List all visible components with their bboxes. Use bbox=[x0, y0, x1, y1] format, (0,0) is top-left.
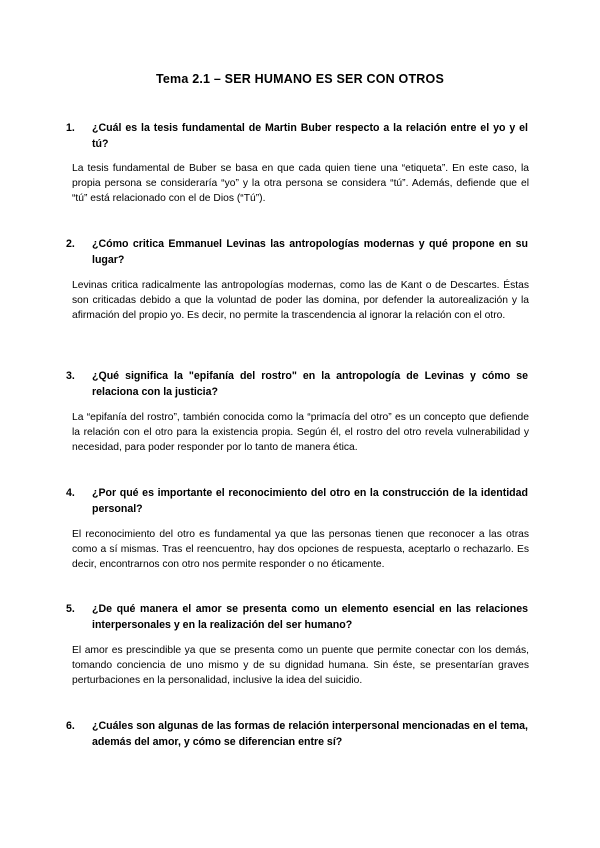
question-number: 3. bbox=[66, 370, 75, 382]
question-3 bbox=[66, 368, 528, 400]
question-text: ¿Cuáles son algunas de las formas de relación interpersonal mencionadas en el tema, además del amor, y cómo se diferencian entre sí? bbox=[92, 720, 528, 748]
document-title: Tema 2.1 – SER HUMANO ES SER CON OTROS bbox=[156, 72, 444, 86]
question-text: ¿Qué significa la "epifanía del rostro" en la antropología de Levinas y cómo se relaciona con la justicia? bbox=[92, 370, 528, 398]
question-text: ¿De qué manera el amor se presenta como un elemento esencial en las relaciones interpersonales y en la realización del ser humano? bbox=[92, 603, 528, 631]
question-number: 1. bbox=[66, 122, 75, 134]
question-4 bbox=[66, 485, 528, 517]
question-1 bbox=[66, 120, 528, 152]
answer-3: La “epifanía del rostro”, también conocida como la “primacía del otro” es un concepto que defiende la relación con el otro para la existencia propia. Según él, el rostro del otro revela vulnerabilidad y necesidad, para poder responder por lo tanto de manera ética. bbox=[72, 412, 529, 454]
question-6 bbox=[66, 718, 528, 750]
question-number: 5. bbox=[66, 603, 75, 615]
question-number: 6. bbox=[66, 720, 75, 732]
question-number: 4. bbox=[66, 487, 75, 499]
question-5 bbox=[66, 601, 528, 633]
question-text: ¿Por qué es importante el reconocimiento del otro en la construcción de la identidad personal? bbox=[92, 487, 528, 515]
answer-5: El amor es prescindible ya que se presenta como un puente que permite conectar con los demás, tomando conciencia de uno mismo y de su dignidad humana. Sin éste, se presentarían graves perturbaciones en la personalidad, inclusive la idea del suicidio. bbox=[72, 645, 529, 687]
question-text: ¿Cómo critica Emmanuel Levinas las antropologías modernas y qué propone en su lugar? bbox=[92, 238, 528, 266]
question-text: ¿Cuál es la tesis fundamental de Martin Buber respecto a la relación entre el yo y el tú? bbox=[92, 122, 528, 150]
question-number: 2. bbox=[66, 238, 75, 250]
answer-2: Levinas critica radicalmente las antropologías modernas, como las de Kant o de Descartes. Éstas son criticadas debido a que la voluntad de poder las domina, por defender la autorealización y la afirmación del propio yo. Es decir, no permite la trascendencia al ignorar la relación con el otro. bbox=[72, 280, 529, 322]
question-2 bbox=[66, 236, 528, 268]
answer-4: El reconocimiento del otro es fundamental ya que las personas tienen que reconocer a las otras como a sí mismas. Tras el reencuentro, hay dos opciones de respuesta, aceptarlo o rechazarlo. Es decir, encontrarnos con otro nos permite responder o no éticamente. bbox=[72, 529, 529, 571]
answer-1: La tesis fundamental de Buber se basa en que cada quien tiene una “etiqueta”. En este caso, la propia persona se consideraría “yo” y la otra persona se considera “tú”. Además, defiende que el “tú” está relacionado con el de Dios (“Tú”). bbox=[72, 163, 529, 205]
